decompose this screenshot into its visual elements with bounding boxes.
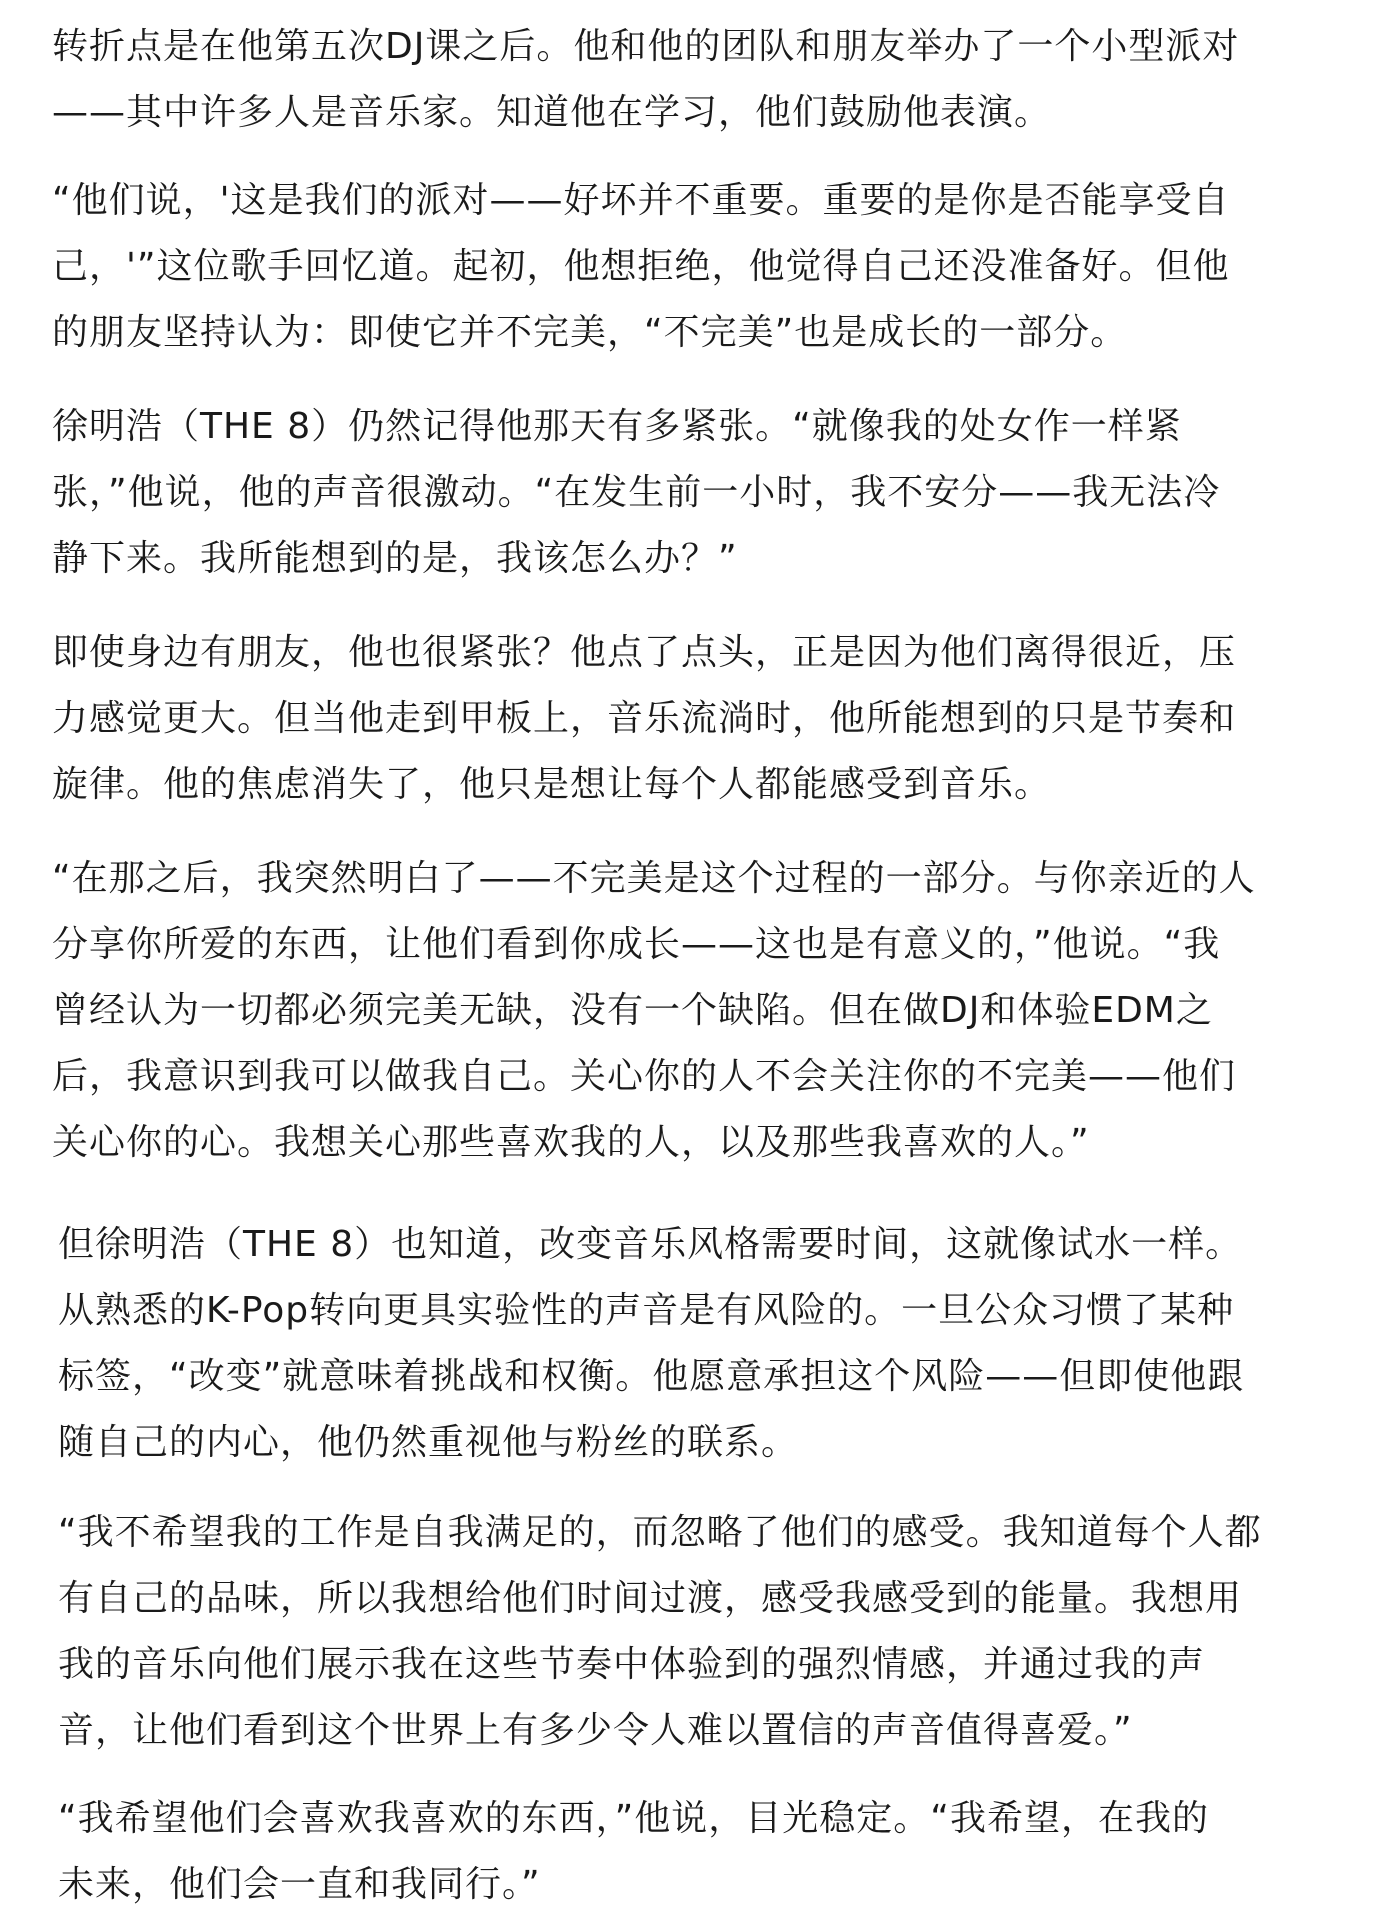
text-line: 旋律。他的焦虑消失了，他只是想让每个人都能感受到音乐。 [52, 764, 1052, 805]
text-line: “我不希望我的工作是自我满足的，而忽略了他们的感受。我知道每个人都 [58, 1512, 1262, 1553]
paragraph [52, 14, 1239, 146]
text-line: 即使身边有朋友，他也很紧张？他点了点头，正是因为他们离得很近，压 [52, 632, 1237, 673]
paragraph [52, 168, 1230, 366]
paragraph [52, 846, 1256, 1176]
text-line: 静下来。我所能想到的是，我该怎么办？” [52, 538, 738, 579]
text-line: 己，'”这位歌手回忆道。起初，他想拒绝，他觉得自己还没准备好。但他 [52, 246, 1230, 287]
text-line: ——其中许多人是音乐家。知道他在学习，他们鼓励他表演。 [52, 92, 1052, 133]
text-line: 音，让他们看到这个世界上有多少令人难以置信的声音值得喜爱。” [58, 1710, 1133, 1751]
text-line: “我希望他们会喜欢我喜欢的东西，”他说，目光稳定。“我希望，在我的 [58, 1798, 1209, 1839]
text-line: “他们说，'这是我们的派对——好坏并不重要。重要的是你是否能享受自 [52, 180, 1230, 221]
text-line: 力感觉更大。但当他走到甲板上，音乐流淌时，他所能想到的只是节奏和 [52, 698, 1237, 739]
text-line: “在那之后，我突然明白了——不完美是这个过程的一部分。与你亲近的人 [52, 858, 1256, 899]
text-line: 未来，他们会一直和我同行。” [58, 1864, 541, 1905]
text-line: 分享你所爱的东西，让他们看到你成长——这也是有意义的，”他说。“我 [52, 924, 1221, 965]
text-line: 从熟悉的K-Pop转向更具实验性的声音是有风险的。一旦公众习惯了某种 [58, 1290, 1235, 1331]
text-line: 有自己的品味，所以我想给他们时间过渡，感受我感受到的能量。我想用 [58, 1578, 1243, 1619]
text-line: 徐明浩（THE 8）仍然记得他那天有多紧张。“就像我的处女作一样紧 [52, 406, 1182, 447]
text-line: 张，”他说，他的声音很激动。“在发生前一小时，我不安分——我无法冷 [52, 472, 1221, 513]
text-line: 的朋友坚持认为：即使它并不完美，“不完美”也是成长的一部分。 [52, 312, 1128, 353]
paragraph [58, 1500, 1262, 1764]
paragraph [52, 394, 1220, 592]
text-line: 后，我意识到我可以做我自己。关心你的人不会关注你的不完美——他们 [52, 1056, 1237, 1097]
paragraph [52, 620, 1236, 818]
text-line: 转折点是在他第五次DJ课之后。他和他的团队和朋友举办了一个小型派对 [52, 26, 1240, 67]
text-line: 我的音乐向他们展示我在这些节奏中体验到的强烈情感，并通过我的声 [58, 1644, 1206, 1685]
text-line: 但徐明浩（THE 8）也知道，改变音乐风格需要时间，这就像试水一样。 [58, 1224, 1243, 1265]
text-line: 关心你的心。我想关心那些喜欢我的人，以及那些我喜欢的人。” [52, 1122, 1090, 1163]
text-line: 标签，“改变”就意味着挑战和权衡。他愿意承担这个风险——但即使他跟 [58, 1356, 1245, 1397]
text-line: 随自己的内心，他仍然重视他与粉丝的联系。 [58, 1422, 799, 1463]
text-line: 曾经认为一切都必须完美无缺，没有一个缺陷。但在做DJ和体验EDM之 [52, 990, 1213, 1031]
paragraph [58, 1786, 1209, 1918]
paragraph [58, 1212, 1244, 1476]
